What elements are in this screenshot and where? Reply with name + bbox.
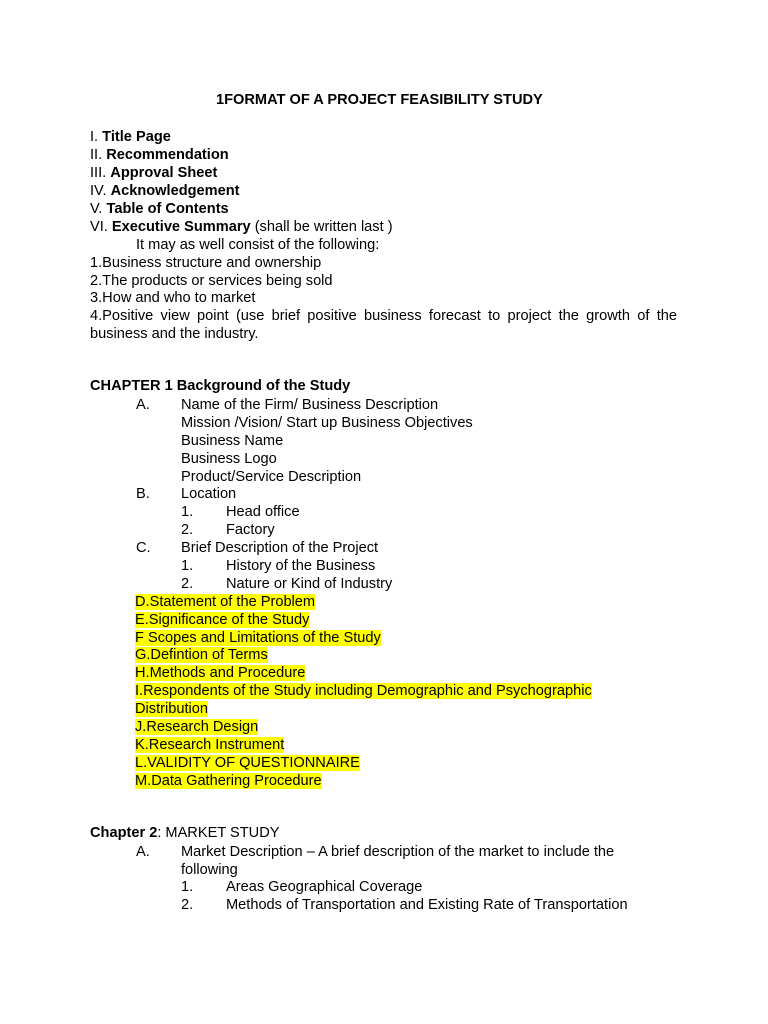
front-matter-item: V. Table of Contents — [90, 201, 229, 217]
highlighted-item: E.Significance of the Study — [135, 612, 310, 628]
highlighted-item: M.Data Gathering Procedure — [135, 773, 322, 789]
exec-summary-item: 4.Positive view point (use brief positive business forecast to project the growth of the — [90, 308, 677, 324]
numbered-item-label: Factory — [226, 522, 275, 538]
numbered-item-number: 1. — [181, 504, 194, 520]
front-matter-item: I. Title Page — [90, 129, 171, 145]
document-title: 1FORMAT OF A PROJECT FEASIBILITY STUDY — [216, 92, 543, 108]
highlighted-item: H.Methods and Procedure — [135, 665, 306, 681]
highlighted-item: G.Defintion of Terms — [135, 647, 268, 663]
subsection-item: Mission /Vision/ Start up Business Objectives — [181, 415, 473, 431]
highlighted-item: L.VALIDITY OF QUESTIONNAIRE — [135, 755, 360, 771]
subsection-item: Business Logo — [181, 451, 277, 467]
section-label: Location — [181, 486, 237, 502]
exec-summary-intro: It may as well consist of the following: — [136, 237, 380, 253]
highlighted-item: K.Research Instrument — [135, 737, 285, 753]
highlighted-item: F Scopes and Limitations of the Study — [135, 630, 381, 646]
subsection-item: Product/Service Description — [181, 469, 362, 485]
chapter2-heading: Chapter 2: MARKET STUDY — [90, 825, 280, 841]
numbered-item-number: 1. — [181, 879, 194, 895]
section-label-continued: following — [181, 862, 238, 878]
section-letter: C. — [136, 540, 151, 556]
numbered-item-number: 2. — [181, 522, 194, 538]
section-label: Brief Description of the Project — [181, 540, 379, 556]
highlighted-item: D.Statement of the Problem — [135, 594, 316, 610]
chapter1-heading: CHAPTER 1 Background of the Study — [90, 378, 351, 394]
exec-summary-item: 3.How and who to market — [90, 290, 256, 306]
front-matter-item: IV. Acknowledgement — [90, 183, 240, 199]
section-label: Name of the Firm/ Business Description — [181, 397, 439, 413]
numbered-item-label: History of the Business — [226, 558, 376, 574]
numbered-item-number: 2. — [181, 897, 194, 913]
section-letter: A. — [136, 397, 150, 413]
exec-summary-item: 1.Business structure and ownership — [90, 255, 322, 271]
front-matter-item: II. Recommendation — [90, 147, 229, 163]
front-matter-item: VI. Executive Summary (shall be written last ) — [90, 219, 393, 235]
highlighted-item: J.Research Design — [135, 719, 259, 735]
numbered-item-label: Nature or Kind of Industry — [226, 576, 393, 592]
numbered-item-label: Methods of Transportation and Existing Rate of Transportation — [226, 897, 628, 913]
subsection-item: Business Name — [181, 433, 284, 449]
section-letter: B. — [136, 486, 150, 502]
highlighted-item: I.Respondents of the Study including Demographic and Psychographic — [135, 683, 592, 699]
numbered-item-label: Areas Geographical Coverage — [226, 879, 423, 895]
section-label: Market Description – A brief description of the market to include the — [181, 844, 615, 860]
numbered-item-number: 2. — [181, 576, 194, 592]
exec-summary-item-continued: business and the industry. — [90, 326, 259, 342]
section-letter: A. — [136, 844, 150, 860]
numbered-item-number: 1. — [181, 558, 194, 574]
front-matter-item: III. Approval Sheet — [90, 165, 218, 181]
highlighted-item: Distribution — [135, 701, 208, 717]
exec-summary-item: 2.The products or services being sold — [90, 273, 333, 289]
numbered-item-label: Head office — [226, 504, 300, 520]
